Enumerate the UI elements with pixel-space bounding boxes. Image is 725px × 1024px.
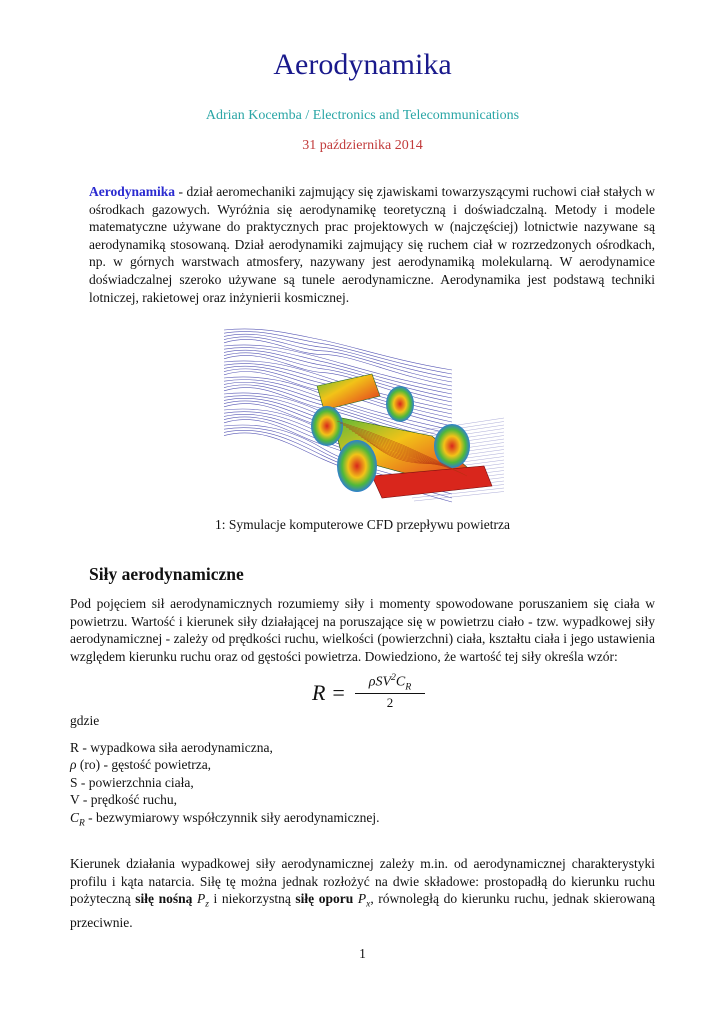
force-formula <box>312 672 462 712</box>
formula-fraction <box>355 672 425 711</box>
abstract-paragraph <box>89 183 655 306</box>
drag-symbol: P <box>357 891 367 907</box>
page-number: 1 <box>359 946 366 961</box>
definition-item <box>70 809 655 833</box>
drag-force-term: siłę oporu <box>295 891 354 907</box>
rear-wing <box>317 374 380 410</box>
document-author: Adrian Kocemba / Electronics and Telecommunications <box>205 108 520 123</box>
formula-c: C <box>395 674 406 690</box>
definition-text: - wypadkowa siła aerodynamiczna, <box>79 740 273 755</box>
formula-c-subscript: R <box>405 681 412 693</box>
definition-symbol: R <box>70 740 80 755</box>
figure-caption: 1: Symulacje komputerowe CFD przepływu powietrza <box>214 517 511 532</box>
rear-right-wheel <box>386 386 414 422</box>
definition-item <box>70 739 655 756</box>
definition-item <box>70 791 655 808</box>
paragraph2-text: i niekorzystną <box>208 891 296 907</box>
formula-exponent: 2 <box>391 672 396 683</box>
definition-text: (ro) - gęstość powietrza, <box>76 757 212 773</box>
front-left-wheel <box>337 440 377 492</box>
section-paragraph-2 <box>70 855 655 932</box>
symbol-definitions <box>70 739 655 833</box>
paragraph2-text: , równoległą do kierunku ruchu, jednak skierowaną przeciwnie. <box>70 891 655 931</box>
rear-left-wheel <box>311 406 343 446</box>
formula-rho-s-v: ρSV <box>368 674 392 690</box>
lift-symbol: P <box>197 891 206 907</box>
definition-symbol: ρ <box>70 757 77 773</box>
front-right-wheel <box>434 424 470 468</box>
lift-force-term: siłę nośną <box>135 891 193 907</box>
front-wing <box>372 466 492 498</box>
lift-subscript: z <box>205 899 209 910</box>
formula-denominator: 2 <box>386 695 394 711</box>
formula-numerator <box>355 672 425 694</box>
definition-symbol: V <box>70 792 80 808</box>
formula-lhs: R = <box>312 680 346 705</box>
definition-item <box>70 756 655 773</box>
where-label: gdzie <box>70 713 100 728</box>
definition-item <box>70 774 655 791</box>
drag-subscript: x <box>366 899 371 910</box>
paragraph2-text: Kierunek działania wypadkowej siły aerodynamicznej zależy m.in. od aerodynamicznej charakterystyki profilu i kąta natarcia. Siłę tę można jednak rozłożyć na dwie składowe: prostopadłą do kierunku ruchu pożyteczną <box>70 856 655 907</box>
abstract-term: Aerodynamika <box>89 184 176 199</box>
definition-text: - bezwymiarowy współczynnik siły aerodynamicznej. <box>84 809 380 825</box>
section-paragraph-1: Pod pojęciem sił aerodynamicznych rozumiemy siły i momenty spowodowane poruszaniem się ciała w powietrzu. Wartość i kierunek siły działającej na poruszające się w powietrzu ciało - tzw. wypadkowej siły aerodynamicznej - zależy od prędkości ruchu, wielkości (powierzchni) ciała, kształtu ciała i jego ustawienia względem kierunku ruchu oraz od gęstości powietrza. Dowiedziono, że wartość tej siły określa wzór: <box>70 596 655 664</box>
definition-text: - prędkość ruchu, <box>79 792 177 808</box>
document-date: 31 października 2014 <box>302 138 423 153</box>
cfd-figure <box>222 326 504 506</box>
definition-symbol: S <box>70 774 78 790</box>
section-heading: Siły aerodynamiczne <box>89 564 244 584</box>
definition-subscript: R <box>79 818 85 829</box>
definition-text: - powierzchnia ciała, <box>77 774 194 790</box>
abstract-text: - dział aeromechaniki zajmujący się zjawiskami towarzyszącymi ruchowi ciał stałych w ośrodkach gazowych. Wyróżnia się aerodynamikę teoretyczną i doświadczalną. Metody i modele matematyczne używane do praktycznych prac projektowych w (najczęściej) lotnictwie nazywane są aerodynamiką stosowaną. Dział aerodynamiki zajmujący się ruchem ciał w rozrzedzonych ośrodkach, np. w górnych warstwach atmosfery, nazywany jest aerodynamiką molekularną. W aerodynamice doświadczalnej szeroko używane są tunele aerodynamiczne. Aerodynamika jest podstawą techniki lotniczej, rakietowej oraz inżynierii kosmicznej. <box>89 184 655 305</box>
document-title: Aerodynamika <box>273 48 452 81</box>
cfd-simulation-image <box>222 326 504 506</box>
definition-symbol: C <box>70 809 80 825</box>
